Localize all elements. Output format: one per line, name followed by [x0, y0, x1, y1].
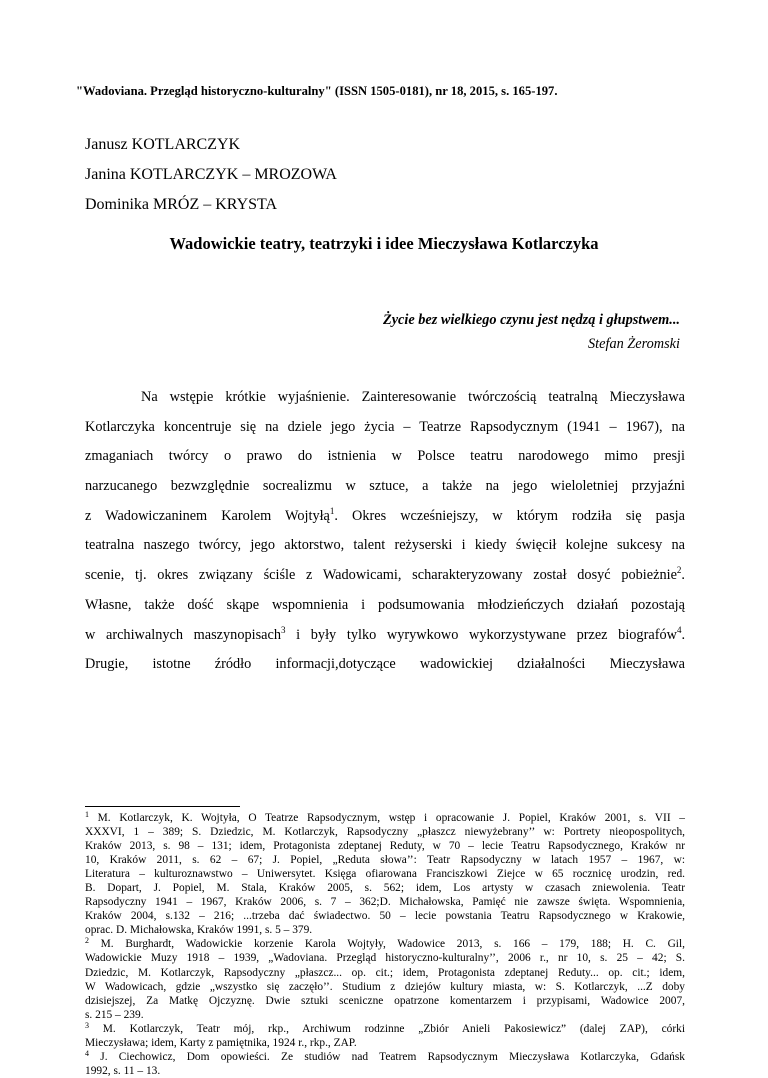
body-line [85, 621, 685, 651]
body-text-span: . [681, 626, 686, 643]
footnote-text: J. Ciechowicz, Dom opowieści. Ze studiów nad Teatrem Rapsodycznym Mieczysława Kotlarczyka, Gdańsk [89, 1050, 685, 1063]
footnote-line: XXXVI, 1 – 389; S. Dziedzic, M. Kotlarczyk, Rapsodyczny „płaszcz niewyżebrany’’ w: Portrety nieopospolitych, [85, 826, 685, 839]
body-line [85, 502, 685, 532]
body-text-span: i były tylko wyrywkowo wykorzystywane przez biografów [285, 626, 677, 643]
footnote-number: 1 [85, 810, 89, 819]
epigraph-author: Stefan Żeromski [588, 336, 680, 352]
body-text-span: . [681, 567, 685, 584]
footnote-line [85, 1050, 685, 1064]
body-text-span: scenie, tj. okres związany ściśle z Wadowicami, scharakteryzowany został dosyć pobieżnie [85, 567, 677, 584]
body-text-span: . Okres wcześniejszy, w którym rodziła się pasja [334, 507, 685, 524]
footnote-line: Literatura – kulturoznawstwo – Uniwersytet. Księga ofiarowana Franciszkowi Ziejce w 65 rocznicę urodzin, red. [85, 868, 685, 881]
footnote-line: Wadowickie Muzy 1918 – 1939, „Wadoviana. Przegląd historyczno-kulturalny’’, 2006 r., nr 10, s. 25 – 42; S. [85, 952, 685, 965]
footnote-line: 10, Kraków 2011, s. 62 – 67; J. Popiel, „Reduta słowa’’: Teatr Rapsodyczny w latach 1957 – 1967, w: [85, 854, 685, 867]
footnote-line [85, 1022, 685, 1036]
footnote-number: 4 [85, 1048, 89, 1058]
footnote-line: Mieczysława; idem, Karty z pamiętnika, 1924 r., rkp., ZAP. [85, 1036, 357, 1049]
author-name: Janina KOTLARCZYK – MROZOWA [85, 166, 337, 183]
footnote-line: Rapsodyczny 1941 – 1967, Kraków 2006, s. 7 – 362;D. Michałowska, Pamięć nie zawsze święta. Wspomnienia, [85, 896, 685, 909]
body-text-span: w archiwalnych maszynopisach [85, 626, 281, 643]
footnote-line: 1992, s. 11 – 13. [85, 1064, 161, 1077]
footnote-text: M. Kotlarczyk, Teatr mój, rkp., Archiwum rodzinne „Zbiór Anieli Pakosiewicz” (dalej ZAP), córki [89, 1022, 685, 1035]
footnote-line: oprac. D. Michałowska, Kraków 1991, s. 5 – 379. [85, 924, 313, 937]
author-name: Janusz KOTLARCZYK [85, 136, 241, 153]
footnote-line: W Wadowicach, gdzie „wszystko się zaczęło’’. Studium z dziejów kultury miasta, w: S. Kotlarczyk, ...Z doby [85, 980, 685, 993]
footnote-line: Kraków 2004, s.132 – 216; ...trzeba dać świadectwo. 50 – lecie powstania Teatru Rapsodycznego w Krakowie, [85, 910, 685, 923]
footnote-text: M. Burghardt, Wadowickie korzenie Karola Wojtyły, Wadowice 2013, s. 166 – 179, 188; H. C. Gil, [89, 938, 685, 951]
body-text-span: z Wadowiczaninem Karolem Wojtyłą [85, 507, 330, 524]
body-line: zmaganiach twórcy o prawo do istnienia w Polsce teatru narodowego mimo presji [85, 448, 685, 465]
article-title: Wadowickie teatry, teatrzyki i idee Mieczysława Kotlarczyka [169, 234, 599, 253]
footnote-number: 3 [85, 1020, 89, 1030]
footnote-ref[interactable]: 1 [329, 505, 335, 516]
body-line: Kotlarczyka koncentruje się na dziele jego życia – Teatrze Rapsodycznym (1941 – 1967), na [85, 418, 685, 435]
footnote-line: B. Dopart, J. Popiel, M. Stala, Kraków 2005, s. 562; idem, Los artysty w czasach zniewolenia. Teatr [85, 882, 685, 895]
body-line: Na wstępie krótkie wyjaśnienie. Zainteresowanie twórczością teatralną Mieczysława [141, 389, 685, 405]
body-line: narzucanego bezwzględnie socrealizmu w sztuce, a także na jego wieloletniej przyjaźni [85, 478, 685, 495]
footnote-line: Kraków 2013, s. 98 – 131; idem, Protagonista zdeptanej Reduty, w 70 – lecie Teatru Rapsodycznego, Kraków nr [85, 840, 685, 853]
journal-header: "Wadoviana. Przegląd historyczno-kulturalny" (ISSN 1505-0181), nr 18, 2015, s. 165-197. [76, 84, 558, 98]
footnote-separator [85, 806, 240, 807]
footnote-text: M. Kotlarczyk, K. Wojtyła, O Teatrze Rapsodycznym, wstęp i opracowanie J. Popiel, Kraków 2001, s. VII – [89, 812, 685, 824]
footnotes [85, 811, 685, 1078]
footnote-line [85, 811, 685, 825]
body-text [85, 383, 685, 680]
author-list [85, 130, 337, 220]
epigraph-quote: Życie bez wielkiego czynu jest nędzą i głupstwem... [382, 312, 680, 328]
body-line: teatralna naszego twórcy, jego aktorstwo, talent reżyserski i kiedy święcił kolejne sukcesy na [85, 537, 685, 554]
footnote-line: Dziedzic, M. Kotlarczyk, Rapsodyczny „płaszcz... op. cit.; idem, Protagonista zdeptanej Reduty... op. cit.; idem, [85, 966, 685, 979]
footnote-ref[interactable]: 2 [676, 565, 682, 576]
body-line: Drugie, istotne źródło informacji,dotyczące wadowickiej działalności Mieczysława [85, 656, 685, 673]
footnote-number: 2 [85, 936, 89, 946]
footnote-line: dzisiejszej, Za Matkę Ojczyznę. Dwie sztuki sceniczne opatrzone komentarzem i przypisami, Wadowice 2007, [85, 994, 685, 1007]
footnote-ref[interactable]: 4 [676, 624, 682, 635]
footnote-line: s. 215 – 239. [85, 1008, 144, 1021]
author-name: Dominika MRÓZ – KRYSTA [85, 196, 278, 213]
epigraph [383, 308, 680, 356]
footnote-ref[interactable]: 3 [281, 624, 286, 635]
body-line: Własne, także dość skąpe wspomnienia i podsumowania młodzieńczych działań pozostają [85, 596, 685, 613]
footnote-line [85, 937, 685, 951]
body-line [85, 561, 685, 591]
